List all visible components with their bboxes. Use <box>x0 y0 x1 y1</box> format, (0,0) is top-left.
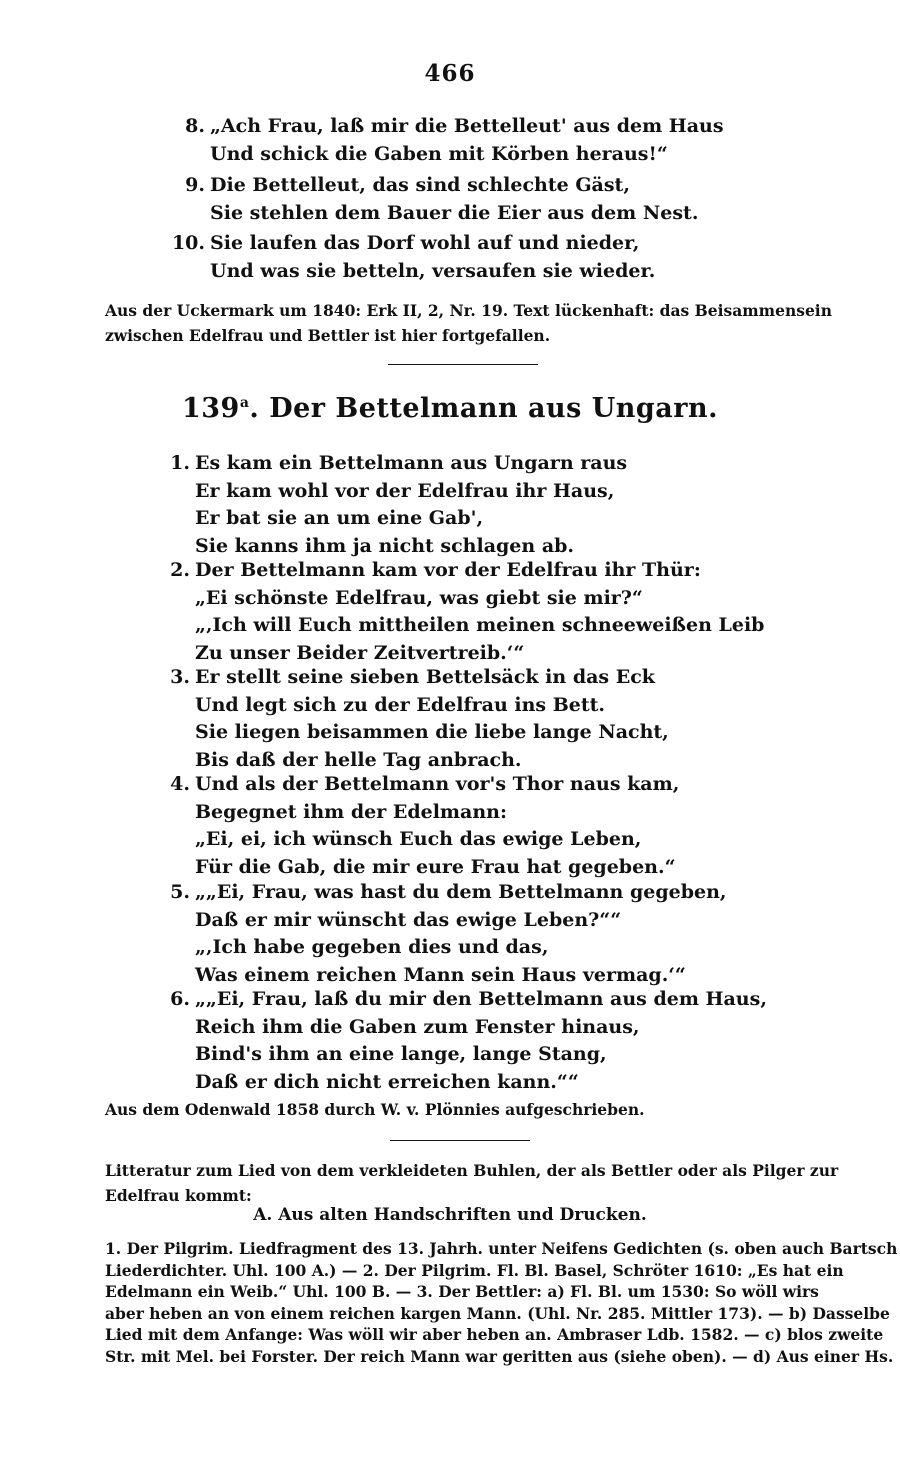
note-line: zwischen Edelfrau und Bettler ist hier fortgefallen. <box>105 326 551 345</box>
verse-line: Er stellt seine sieben Bettelsäck in das Eck <box>195 666 655 688</box>
verse-number: 10. <box>171 232 205 254</box>
verse-number: 9. <box>185 174 205 196</box>
verse-line: Daß er mir wünscht das ewige Leben?““ <box>195 908 622 931</box>
verse-line: Es kam ein Bettelmann aus Ungarn raus <box>195 452 628 474</box>
note-line: Aus der Uckermark um 1840: Erk II, 2, Nr. 19. Text lückenhaft: das Beisammensein <box>105 301 832 320</box>
song-title <box>0 393 900 424</box>
literature-line: aber heben an von einem reichen kargen Mann. (Uhl. Nr. 285. Mittler 173). — b) Dasselbe <box>105 1303 890 1323</box>
literature-list <box>105 1238 897 1367</box>
song-verse-6 <box>170 986 767 1096</box>
verse-line: Bind's ihm an eine lange, lange Stang, <box>195 1043 607 1065</box>
verse-8 <box>185 113 724 168</box>
song-number-suffix: a <box>239 395 250 411</box>
verse-line: „Ei schönste Edelfrau, was giebt sie mir?“ <box>195 586 643 609</box>
verse-line: Reich ihm die Gaben zum Fenster hinaus, <box>195 1015 640 1038</box>
section-divider <box>390 1140 530 1141</box>
song-verse-5 <box>170 879 727 989</box>
verse-line: Er kam wohl vor der Edelfrau ihr Haus, <box>195 479 615 502</box>
verse-line: „„Ei, Frau, laß du mir den Bettelmann aus dem Haus, <box>195 988 767 1010</box>
verse-line: Was einem reichen Mann sein Haus vermag.‘“ <box>195 963 686 986</box>
verse-10 <box>171 230 656 285</box>
section-divider <box>388 364 538 365</box>
verse-number: 1. <box>170 452 190 474</box>
verse-line: Zu unser Beider Zeitvertreib.‘“ <box>195 641 525 664</box>
verse-line: „„Ei, Frau, was hast du dem Bettelmann gegeben, <box>195 881 727 903</box>
verse-number: 2. <box>170 559 190 581</box>
source-note <box>105 298 832 348</box>
verse-line: Daß er dich nicht erreichen kann.““ <box>195 1070 579 1093</box>
note-line: Edelfrau kommt: <box>105 1186 252 1205</box>
literature-line: Edelmann ein Weib.“ Uhl. 100 B. — 3. Der Bettler: a) Fl. Bl. um 1530: So wöll wirs <box>105 1282 819 1301</box>
verse-line: Und was sie betteln, versaufen sie wieder. <box>210 259 656 282</box>
song-verse-4 <box>170 771 680 881</box>
literature-line: Lied mit dem Anfange: Was wöll wir aber heben an. Ambraser Ldb. 1582. — c) blos zweite <box>105 1325 884 1344</box>
verse-line: Er bat sie an um eine Gab', <box>195 507 484 529</box>
verse-line: Sie kanns ihm ja nicht schlagen ab. <box>195 534 575 557</box>
verse-number: 8. <box>185 115 205 137</box>
verse-line: Sie liegen beisammen die liebe lange Nacht, <box>195 721 669 743</box>
literature-line: Liederdichter. Uhl. 100 A.) — 2. Der Pilgrim. Fl. Bl. Basel, Schröter 1610: „Es hat ein <box>105 1260 844 1280</box>
verse-line: Und als der Bettelmann vor's Thor naus kam, <box>195 773 680 795</box>
song-verse-1 <box>170 450 628 560</box>
verse-number: 3. <box>170 666 190 688</box>
verse-line: Für die Gab, die mir eure Frau hat gegeben.“ <box>195 855 676 878</box>
note-line: Litteratur zum Lied von dem verkleideten Buhlen, der als Bettler oder als Pilger zur <box>105 1161 839 1180</box>
verse-number: 6. <box>170 988 190 1010</box>
verse-number: 4. <box>170 773 190 795</box>
literature-line: 1. Der Pilgrim. Liedfragment des 13. Jahrh. unter Neifens Gedichten (s. oben auch Bartsch <box>105 1239 898 1258</box>
verse-line: Sie stehlen dem Bauer die Eier aus dem Nest. <box>210 201 699 224</box>
song-verse-3 <box>170 664 669 774</box>
verse-line: „Ei, ei, ich wünsch Euch das ewige Leben, <box>195 828 642 850</box>
page-number: 466 <box>424 60 476 87</box>
song-verse-2 <box>170 557 765 667</box>
verse-number: 5. <box>170 881 190 903</box>
verse-line: Begegnet ihm der Edelmann: <box>195 800 507 823</box>
verse-line: „Ach Frau, laß mir die Bettelleut' aus dem Haus <box>210 115 724 137</box>
verse-line: Der Bettelmann kam vor der Edelfrau ihr Thür: <box>195 559 701 581</box>
verse-line: Sie laufen das Dorf wohl auf und nieder, <box>210 232 640 254</box>
literature-intro <box>105 1158 838 1208</box>
verse-line: Die Bettelleut, das sind schlechte Gäst, <box>210 174 630 196</box>
song-title-text: . Der Bettelmann aus Ungarn. <box>249 393 719 424</box>
literature-subhead: A. Aus alten Handschriften und Drucken. <box>253 1205 647 1225</box>
literature-line: Str. mit Mel. bei Forster. Der reich Mann war geritten aus (siehe oben). — d) Aus einer Hs. <box>105 1346 894 1366</box>
song-number: 139 <box>181 393 240 424</box>
song-source-note <box>105 1097 645 1122</box>
note-line: Aus dem Odenwald 1858 durch W. v. Plönnies aufgeschrieben. <box>105 1100 645 1119</box>
verse-9 <box>185 172 699 227</box>
verse-line: „‚Ich will Euch mittheilen meinen schneeweißen Leib <box>195 614 765 636</box>
verse-line: Und schick die Gaben mit Körben heraus!“ <box>210 142 668 165</box>
verse-line: „‚Ich habe gegeben dies und das, <box>195 936 549 958</box>
verse-line: Bis daß der helle Tag anbrach. <box>195 748 522 771</box>
verse-line: Und legt sich zu der Edelfrau ins Bett. <box>195 693 606 716</box>
